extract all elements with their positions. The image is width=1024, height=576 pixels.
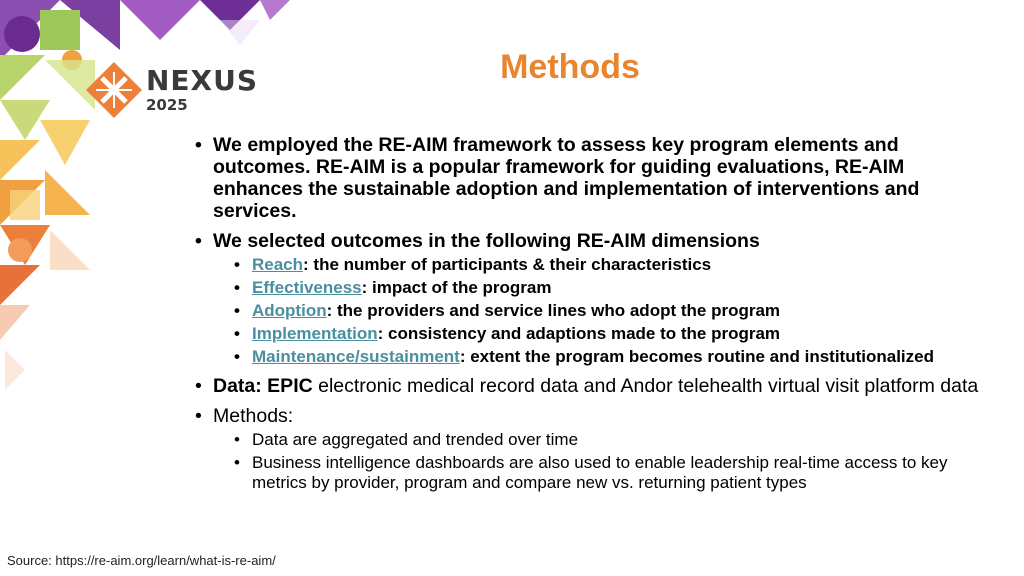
reach-link[interactable]: Reach	[252, 255, 304, 274]
data-label: Data: EPIC	[213, 375, 313, 397]
slide-title: Methods	[500, 48, 640, 86]
list-item: • Maintenance/sustainment: extent the program becomes routine and institutionalized	[213, 347, 992, 367]
list-item: • Data are aggregated and trended over time	[213, 430, 992, 450]
source-citation: Source: https://re-aim.org/learn/what-is-re-aim/	[7, 553, 276, 568]
methods-heading: Methods:	[213, 405, 294, 427]
effectiveness-link[interactable]: Effectiveness	[252, 278, 362, 297]
slide-content	[192, 134, 992, 501]
data-text: electronic medical record data and Andor telehealth virtual visit platform data	[312, 375, 979, 397]
bullet-data	[192, 375, 992, 397]
methods-list	[213, 430, 992, 493]
bullet-list	[192, 134, 992, 493]
bullet-reaim-framework: • We employed the RE-AIM framework to assess key program elements and outcomes. RE-AIM is a popular framework for guiding evaluations, RE-AIM enhances the sustainable adoption and implementation of interventions and services.	[192, 134, 992, 222]
list-item: • Business intelligence dashboards are also used to enable leadership real-time access to key metrics by provider, program and compare new vs. returning patient types	[213, 453, 992, 493]
dimensions-list	[213, 255, 992, 367]
implementation-link[interactable]: Implementation	[252, 324, 378, 343]
list-item: • Reach: the number of participants & their characteristics	[213, 255, 992, 275]
adoption-link[interactable]: Adoption	[252, 301, 327, 320]
bullet-methods	[192, 405, 992, 493]
bullet-dimensions	[192, 230, 992, 367]
logo-year: 2025	[146, 96, 188, 114]
logo-name: NEXUS	[146, 64, 259, 97]
list-item: • Implementation: consistency and adaptions made to the program	[213, 324, 992, 344]
maintenance-link[interactable]: Maintenance/sustainment	[252, 347, 460, 366]
dimensions-heading: We selected outcomes in the following RE-AIM dimensions	[213, 230, 760, 252]
list-item: • Effectiveness: impact of the program	[213, 278, 992, 298]
list-item: • Adoption: the providers and service lines who adopt the program	[213, 301, 992, 321]
